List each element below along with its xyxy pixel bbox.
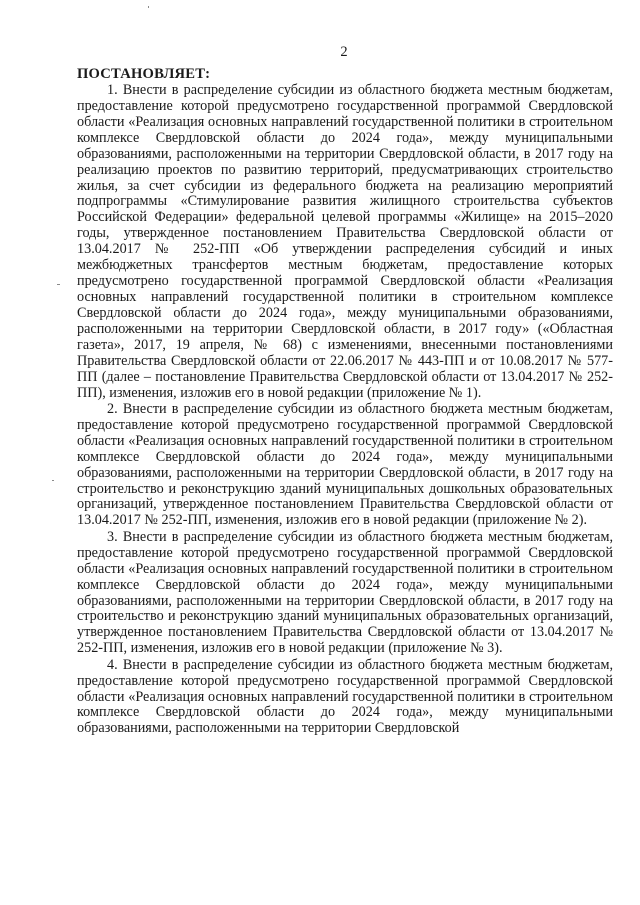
paragraph-item-1: 1. Внести в распределение субсидии из областного бюджета местным бюджетам, предоставление которой предусмотрено государственной программой Свердловской области «Реализация основных направлений государственной политики в строительном комплексе Свердловской области до 2024 года», между муниципальными образованиями, расположенными на территории Свердловской области, в 2017 году на реализацию проектов по развитию территорий, предусматривающих строительство жилья, за счет субсидии из федерального бюджета на реализацию мероприятий подпрограммы «Стимулирование развития жилищного строительства субъектов Российской Федерации» федеральной целевой программы «Жилище» на 2015–2020 годы, утвержденное постановлением Правительства Свердловской области от 13.04.2017 № 252-ПП «Об утверждении распределения субсидий и иных межбюджетных трансфертов местным бюджетам, предоставление которых предусмотрено государственной программой Свердловской области «Реализация основных направлений государственной политики в строительном комплексе Свердловской области до 2024 года», между муниципальными образованиями, расположенными на территории Свердловской области, в 2017 году» («Областная газета», 2017, 19 апреля, № 68) с изменениями, внесенными постановлениями Правительства Свердловской области от 22.06.2017 № 443-ПП и от 10.08.2017 № 577-ПП (далее – постановление Правительства Свердловской области от 13.04.2017 № 252-ПП), изменения, изложив его в новой редакции (приложение № 1). [77,82,613,401]
paragraph-item-3: 3. Внести в распределение субсидии из областного бюджета местным бюджетам, предоставление которой предусмотрено государственной программой Свердловской области «Реализация основных направлений государственной политики в строительном комплексе Свердловской области до 2024 года», между муниципальными образованиями, расположенными на территории Свердловской области, в 2017 году на строительство и реконструкцию зданий муниципальных образовательных организаций, утвержденное постановлением Правительства Свердловской области от 13.04.2017 № 252-ПП, изменения, изложив его в новой редакции (приложение № 3). [77,528,613,657]
paragraph-item-4: 4. Внести в распределение субсидии из областного бюджета местным бюджетам, предоставление которой предусмотрено государственной программой Свердловской области «Реализация основных направлений государственной политики в строительном комплексе Свердловской области до 2024 года», между муниципальными образованиями, расположенными на территории Свердловской [77,656,613,737]
scan-speck [52,480,54,481]
page-number: 2 [340,44,348,60]
paragraph-item-2: 2. Внести в распределение субсидии из областного бюджета местным бюджетам, предоставление которой предусмотрено государственной программой Свердловской области «Реализация основных направлений государственной политики в строительном комплексе Свердловской области до 2024 года», между муниципальными образованиями, расположенными на территории Свердловской области, в 2017 году на строительство и реконструкцию зданий муниципальных дошкольных образовательных организаций, утвержденное постановлением Правительства Свердловской области от 13.04.2017 № 252-ПП, изменения, изложив его в новой редакции (приложение № 2). [77,400,613,529]
document-body [77,66,613,737]
scan-speck [148,6,149,8]
scan-speck [57,284,60,285]
resolution-heading: ПОСТАНОВЛЯЕТ: [77,66,211,82]
